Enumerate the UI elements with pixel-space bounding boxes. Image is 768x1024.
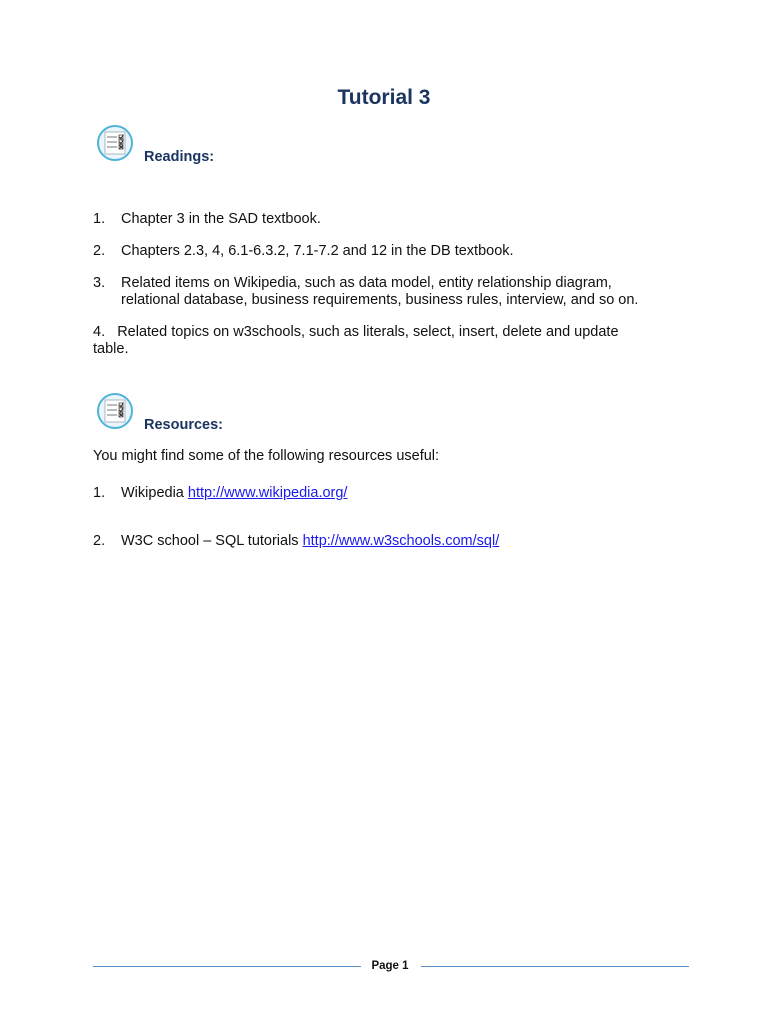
- resource-item: [93, 533, 693, 550]
- resources-heading: Resources:: [144, 417, 223, 433]
- footer-rule-right: [421, 966, 689, 967]
- list-number: 3.: [93, 275, 106, 291]
- page-number: Page 1: [371, 960, 409, 972]
- reading-item: [93, 324, 693, 358]
- list-text: Chapter 3 in the SAD textbook.: [121, 211, 321, 227]
- list-text: Related items on Wikipedia, such as data model, entity relationship diagram,: [121, 275, 612, 291]
- list-text: relational database, business requirements, business rules, interview, and so on.: [121, 292, 639, 308]
- w3schools-sql-link[interactable]: http://www.w3schools.com/sql/: [302, 533, 500, 549]
- readings-heading: Readings:: [144, 149, 215, 165]
- wikipedia-link[interactable]: http://www.wikipedia.org/: [187, 485, 348, 501]
- list-text: Chapters 2.3, 4, 6.1-6.3.2, 7.1-7.2 and 12 in the DB textbook.: [121, 243, 514, 259]
- list-number: 1.: [93, 485, 106, 501]
- checklist-icon: [96, 392, 134, 430]
- list-number: 2.: [93, 243, 106, 259]
- resource-label: W3C school – SQL tutorials: [121, 533, 299, 549]
- list-text: table.: [93, 341, 129, 357]
- list-text: Related topics on w3schools, such as literals, select, insert, delete and update: [117, 324, 619, 340]
- page-title: Tutorial 3: [337, 86, 431, 109]
- reading-item: [93, 211, 693, 228]
- resources-intro: You might find some of the following resources useful:: [93, 448, 440, 464]
- list-number: 4.: [93, 324, 106, 340]
- resource-item: [93, 485, 693, 502]
- checklist-icon: [96, 124, 134, 162]
- reading-item: [93, 243, 693, 260]
- list-number: 1.: [93, 211, 106, 227]
- list-number: 2.: [93, 533, 106, 549]
- resource-label: Wikipedia: [121, 485, 184, 501]
- reading-item: [93, 275, 693, 309]
- footer-rule-left: [93, 966, 361, 967]
